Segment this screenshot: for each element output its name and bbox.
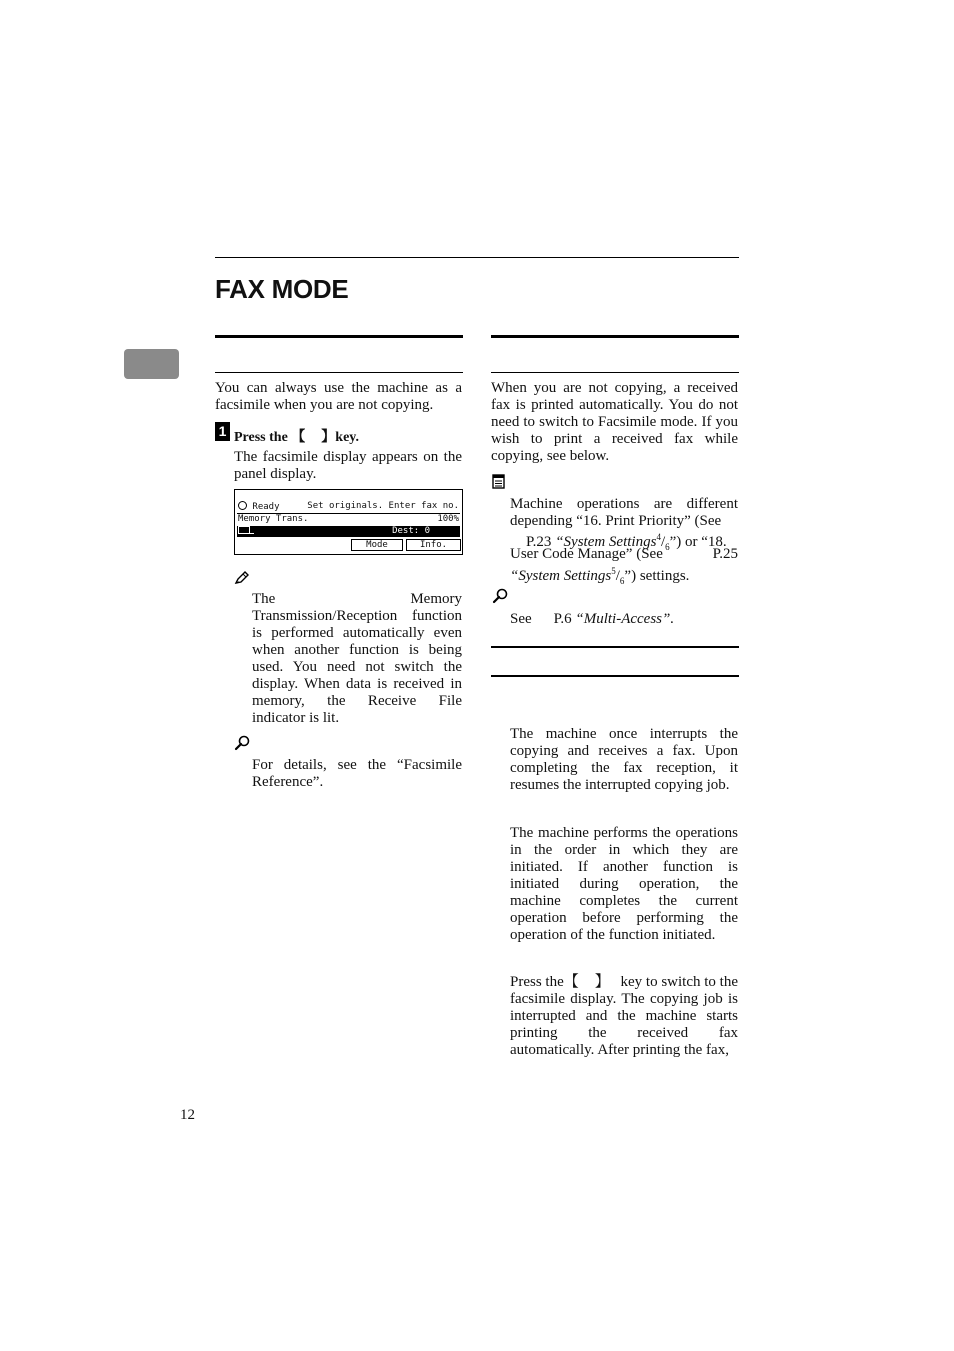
step-prefix: Press the (234, 430, 288, 445)
note-pencil-icon (234, 571, 250, 585)
right-subsection-rule-top (491, 646, 739, 648)
right-subsection-rule-bottom (491, 675, 739, 677)
left-note: The Memory Transmission/Reception function is performed automatically even when another function is being used. You need not switch the display. When data is received in memory, the Receive File indicator is lit. (252, 591, 462, 726)
ready-icon (238, 501, 247, 510)
step-body: The facsimile display appears on the panel display. (234, 449, 462, 482)
lcd-dest: Dest: 0 (392, 526, 430, 536)
lcd-mode-label: Memory Trans. (238, 514, 309, 524)
lcd-status: Ready (252, 502, 280, 512)
step-instruction (234, 426, 359, 446)
right-reference: See P.6 “Multi-Access”. (510, 611, 675, 627)
right-intro: When you are not copying, a received fax is printed automatically. You do not need to switch to Facsimile mode. If you wish to print a received fax while copying, see below. (491, 380, 738, 464)
lcd-message: Set originals. Enter fax no. (307, 501, 459, 511)
page-number: 12 (180, 1107, 195, 1123)
left-section-rule-thick (215, 335, 463, 338)
right-section-rule-thick (491, 335, 739, 338)
lcd-row-1 (238, 501, 459, 512)
important-note-icon (492, 474, 505, 489)
step-suffix: key. (335, 430, 360, 445)
right-section-rule-thin (491, 372, 739, 373)
para-press: Press the【 】 key to switch to the facsimile display. The copying job is interrupted and the machine starts printing the received fax automatically. After printing the fax, (510, 974, 738, 1058)
lcd-mode-softkey[interactable]: Mode (351, 539, 403, 551)
reference-magnifier-icon (492, 588, 508, 604)
lcd-row-3 (237, 526, 460, 537)
para-interrupt: The machine once interrupts the copying and receives a fax. Upon completing the fax reception, it resumes the interrupted copying job. (510, 726, 738, 793)
lcd-info-softkey[interactable]: Info. (406, 539, 461, 551)
reference-magnifier-icon (234, 735, 250, 751)
step-bracket-close: 】 (321, 430, 336, 445)
important-line-1: Machine operations are different depending “16. Print Priority” (See (510, 496, 738, 529)
important-line-4: “System $Settings^5/_6$”) settings. (510, 566, 690, 586)
important-line-2: P.23 “System $Settings^4/_6$”) or “18. (526, 532, 727, 552)
lcd-fax-icon (238, 526, 250, 534)
important-line-3: User Code Manage” (See P.25 (510, 546, 738, 562)
left-reference: For details, see the “Facsimile Reference”. (252, 757, 462, 790)
page-title: FAX MODE (215, 274, 349, 304)
chapter-tab (124, 349, 179, 379)
lcd-percent: 100% (437, 514, 459, 524)
left-section-rule-thin (215, 372, 463, 373)
left-intro: You can always use the machine as a facsimile when you are not copying. (215, 380, 462, 413)
panel-display (234, 489, 463, 555)
header-rule (215, 257, 739, 258)
lcd-row-2 (238, 514, 459, 525)
para-order: The machine performs the operations in the order in which they are initiated. If another function is initiated during operation, the machine completes the current operation before performing the operation of the function initiated. (510, 825, 738, 943)
step-number: 1 (215, 422, 230, 441)
step-bracket-open: 【 (291, 430, 306, 445)
